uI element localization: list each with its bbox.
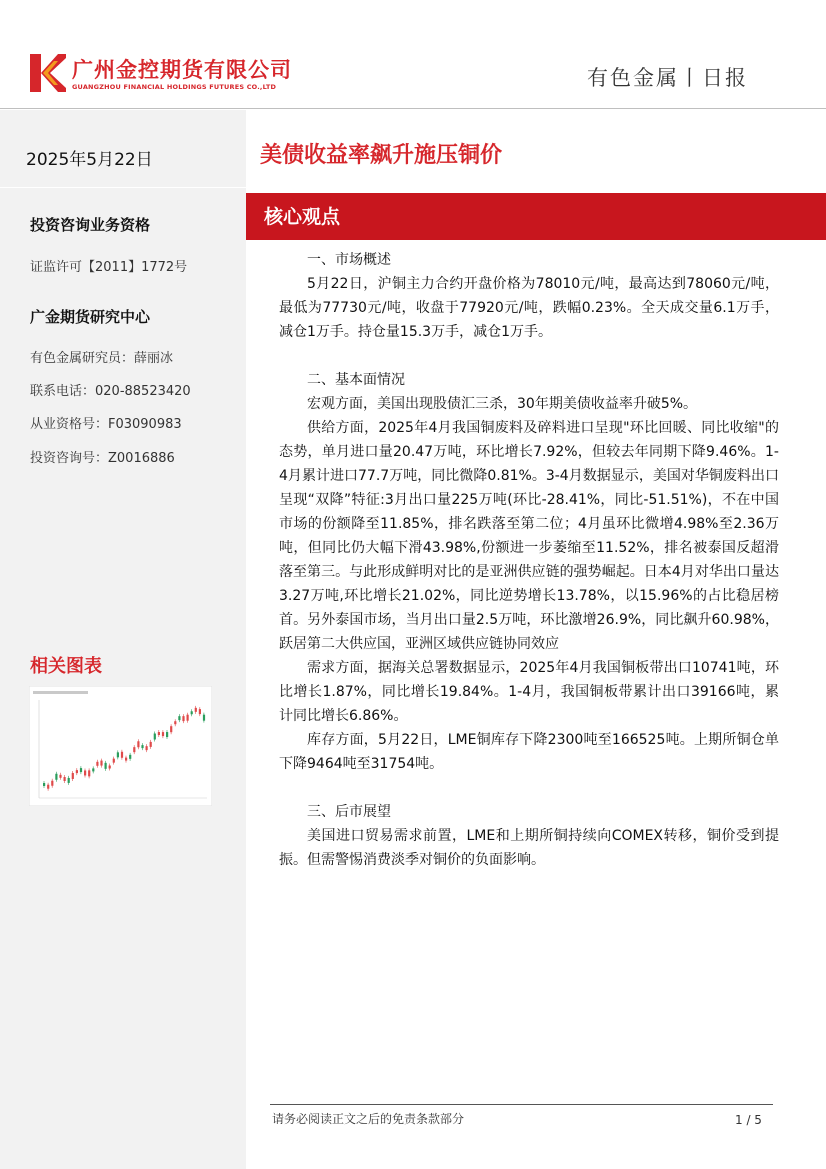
candle-body bbox=[129, 755, 131, 759]
candle-body bbox=[59, 775, 61, 778]
candle-body bbox=[133, 747, 135, 752]
candle-body bbox=[92, 768, 94, 771]
candle-body bbox=[174, 721, 176, 724]
paragraph: 宏观方面，美国出现股债汇三杀，30年期美债收益率升破5%。 bbox=[307, 396, 698, 412]
candle-body bbox=[80, 768, 82, 772]
candle-body bbox=[105, 763, 107, 769]
company-logo-icon bbox=[30, 52, 66, 94]
header-divider bbox=[0, 108, 826, 109]
candle-body bbox=[146, 746, 148, 750]
candle-body bbox=[137, 741, 139, 747]
candle-body bbox=[47, 785, 49, 789]
candle-body bbox=[68, 778, 70, 783]
candle-body bbox=[121, 752, 123, 758]
candle-body bbox=[113, 759, 115, 763]
qualification-heading: 投资咨询业务资格 bbox=[30, 216, 151, 234]
company-name-cn: 广州金控期货有限公司 bbox=[72, 58, 292, 82]
contact-phone: 联系电话：020-88523420 bbox=[30, 384, 191, 399]
consult-number: 投资咨询号：Z0016886 bbox=[30, 451, 175, 466]
candle-body bbox=[51, 781, 53, 786]
disclaimer-note: 请务必阅读正文之后的免责条款部分 bbox=[272, 1112, 465, 1126]
candle-body bbox=[162, 732, 164, 736]
license-number: 证监许可【2011】1772号 bbox=[30, 260, 188, 275]
section-heading: 二、基本面情况 bbox=[307, 372, 405, 388]
candle-body bbox=[43, 783, 45, 786]
candle-body bbox=[187, 715, 189, 721]
candle-body bbox=[182, 716, 184, 721]
report-date: 2025年5月22日 bbox=[26, 150, 153, 170]
practice-number: 从业资格号：F03090983 bbox=[30, 417, 182, 432]
candle-body bbox=[96, 762, 98, 766]
page-number: 1 / 5 bbox=[735, 1113, 762, 1127]
candle-body bbox=[166, 732, 168, 737]
report-type: 有色金属丨日报 bbox=[587, 66, 748, 90]
paragraph: 库存方面，5月22日，LME铜库存下降2300吨至166525吨。上期所铜仓单下降9464吨至31754吨。 bbox=[279, 732, 779, 772]
candle-body bbox=[158, 732, 160, 735]
company-name-en: GUANGZHOU FINANCIAL HOLDINGS FUTURES CO.,LTD bbox=[72, 83, 277, 91]
footer-divider bbox=[270, 1104, 773, 1105]
copper-price-chart-thumbnail bbox=[29, 686, 212, 806]
section-heading: 一、市场概述 bbox=[307, 252, 391, 268]
paragraph: 需求方面，据海关总署数据显示，2025年4月我国铜板带出口10741吨，环比增长1.87%，同比增长19.84%。1-4月，我国铜板带累计出口39166吨，累计同比增长6.86%。 bbox=[279, 660, 779, 724]
candle-body bbox=[141, 745, 143, 748]
research-center-heading: 广金期货研究中心 bbox=[30, 308, 151, 326]
page-header bbox=[0, 0, 826, 110]
candle-body bbox=[199, 709, 201, 714]
candle-body bbox=[203, 715, 205, 721]
paragraph: 5月22日，沪铜主力合约开盘价格为78010元/吨，最高达到78060元/吨，最低为77730元/吨，收盘于77920元/吨，跌幅0.23%。全天成交量6.1万手，减仓1万手。持仓量15.3万手，减仓1万手。 bbox=[279, 276, 779, 340]
candle-body bbox=[72, 773, 74, 779]
sidebar-divider bbox=[0, 187, 246, 188]
candle-body bbox=[76, 770, 78, 773]
candle-body bbox=[88, 770, 90, 776]
paragraph: 供给方面，2025年4月我国铜废料及碎料进口呈现"环比回暖、同比收缩"的态势，单月进口量20.47万吨，环比增长7.92%，但较去年同期下降9.46%。1-4月累计进口77.7万吨，同比微降0.81%。3-4月数据显示，美国对华铜废料出口呈现“双降”特征:3月出口量225万吨(环比-28.41%，同比-51.51%)，不在中国市场的份额降至11.85%，排名跌落至第二位；4月虽环比微增4.98%至2.36万吨，但同比仍大幅下滑43.98%,份额进一步萎缩至11.52%，排名被泰国反超滑落至第三。与此形成鲜明对比的是亚洲供应链的强势崛起。日本4月对华出口量达3.27万吨,环比增长21.02%，同比逆势增长13.78%，以15.96%的占比稳居榜首。另外泰国市场，当月出口量2.5万吨，环比激增26.9%，同比飙升60.98%，跃居第二大供应国，亚洲区域供应链协同效应 bbox=[279, 420, 779, 652]
report-title: 美债收益率飙升施压铜价 bbox=[260, 143, 503, 168]
candle-body bbox=[125, 758, 127, 761]
candle-body bbox=[195, 708, 197, 712]
report-body bbox=[279, 248, 779, 872]
candle-body bbox=[55, 774, 57, 780]
candle-body bbox=[100, 761, 102, 766]
core-view-heading: 核心观点 bbox=[264, 206, 341, 228]
researcher-name: 有色金属研究员：薛丽冰 bbox=[30, 351, 174, 366]
candle-body bbox=[109, 765, 111, 768]
candle-body bbox=[64, 777, 66, 781]
candle-body bbox=[191, 711, 193, 714]
candle-body bbox=[178, 716, 180, 720]
candle-body bbox=[150, 742, 152, 747]
candle-body bbox=[117, 752, 119, 757]
section-heading: 三、后市展望 bbox=[307, 804, 391, 820]
candle-body bbox=[84, 770, 86, 775]
candle-body bbox=[154, 734, 156, 740]
paragraph: 美国进口贸易需求前置，LME和上期所铜持续向COMEX转移，铜价受到提振。但需警惕消费淡季对铜价的负面影响。 bbox=[279, 828, 779, 868]
related-charts-heading: 相关图表 bbox=[30, 656, 102, 677]
candle-body bbox=[170, 726, 172, 732]
